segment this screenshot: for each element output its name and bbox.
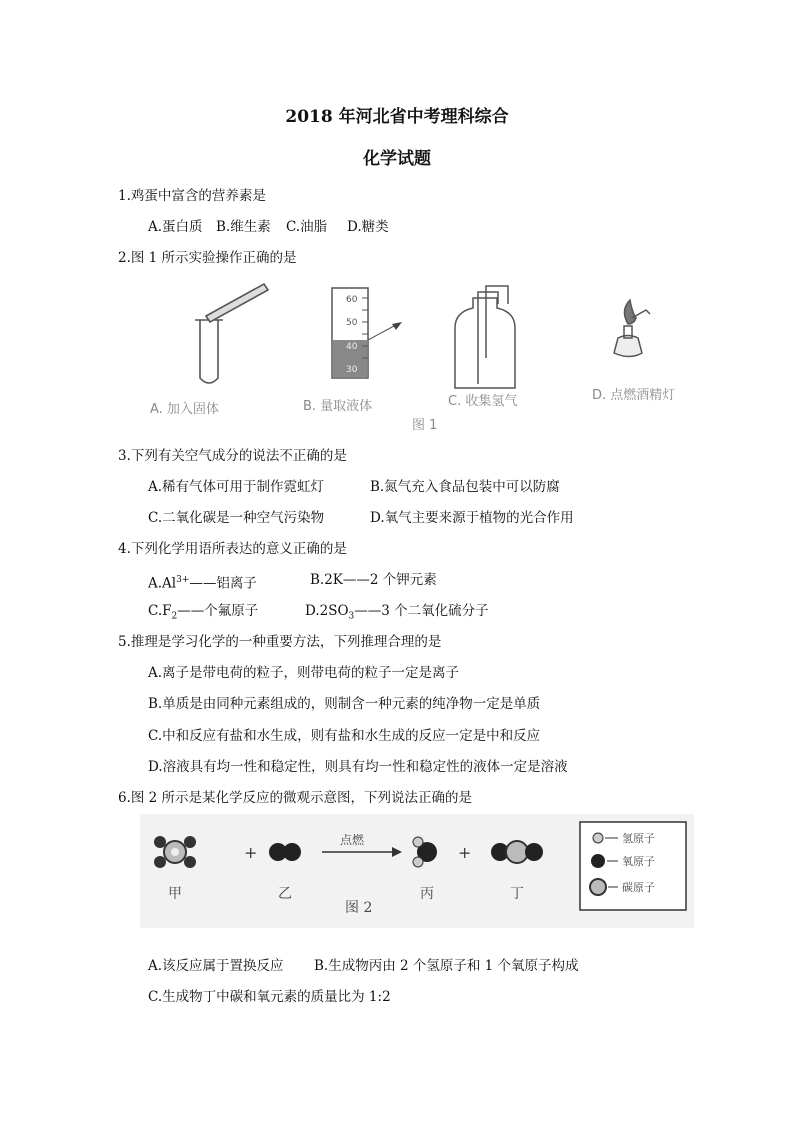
q4-option-b: B.2K——2 个钾元素 — [310, 572, 437, 588]
cylinder-tick-60: 60 — [346, 295, 358, 305]
q1-option-a: A.蛋白质 — [148, 219, 203, 235]
question-6-stem: 6.图 2 所示是某化学反应的微观示意图，下列说法正确的是 — [118, 790, 473, 806]
reaction-condition: 点燃 — [340, 833, 365, 847]
plus-sign-2: + — [458, 843, 472, 862]
page-subtitle: 化学试题 — [363, 149, 431, 169]
question-5-stem: 5.推理是学习化学的一种重要方法，下列推理合理的是 — [118, 634, 442, 650]
question-3-stem: 3.下列有关空气成分的说法不正确的是 — [118, 448, 347, 464]
label-ding: 丁 — [510, 886, 524, 902]
figure-1 — [140, 278, 700, 438]
fig1-label-d: D. 点燃酒精灯 — [592, 388, 676, 403]
eye-icon — [392, 322, 402, 330]
fig2-caption: 图 2 — [345, 900, 373, 916]
fig1-label-a: A. 加入固体 — [150, 402, 219, 417]
cylinder-tick-50: 50 — [346, 318, 358, 328]
q5-option-b: B.单质是由同种元素组成的，则制含一种元素的纯净物一定是单质 — [148, 696, 541, 712]
plus-sign-1: + — [244, 843, 258, 862]
legend-carbon: 碳原子 — [622, 881, 655, 894]
figure-2 — [140, 814, 694, 928]
q3-option-c: C.二氧化碳是一种空气污染物 — [148, 510, 325, 526]
q4-option-d: $D.2SO_3——3$ 个二氧化硫分子 — [305, 603, 489, 622]
q4-option-a: $A.Al^{3+}——$铝离子 — [148, 575, 257, 592]
fig1-caption: 图 1 — [412, 418, 438, 433]
alcohol-lamp-figure — [614, 300, 650, 357]
q1-option-d: D.糖类 — [347, 219, 389, 235]
q4-option-c: $C.F_2——$个氟原子 — [148, 603, 259, 622]
test-tube-figure — [195, 284, 268, 383]
gas-bottle-figure — [455, 286, 515, 388]
question-1-stem: 1.鸡蛋中富含的营养素是 — [118, 188, 266, 204]
question-2-stem: 2.图 1 所示实验操作正确的是 — [118, 250, 297, 266]
page-title: 2018 年河北省中考理科综合 — [285, 107, 509, 127]
q3-option-d: D.氧气主要来源于植物的光合作用 — [370, 510, 574, 526]
q6-option-b: B.生成物丙由 2 个氢原子和 1 个氧原子构成 — [314, 958, 579, 974]
q5-option-a: A.离子是带电荷的粒子，则带电荷的粒子一定是离子 — [148, 665, 460, 681]
fig1-label-c: C. 收集氢气 — [448, 394, 518, 409]
q6-option-c: C.生成物丁中碳和氧元素的质量比为 1:2 — [148, 989, 391, 1005]
q5-option-d: D.溶液具有均一性和稳定性，则具有均一性和稳定性的液体一定是溶液 — [148, 759, 568, 775]
label-yi: 乙 — [278, 886, 292, 902]
label-jia: 甲 — [168, 886, 182, 902]
figure-2-legend — [580, 822, 686, 910]
graduated-cylinder-figure — [332, 288, 402, 378]
legend-oxygen: 氧原子 — [622, 855, 655, 868]
q5-option-c: C.中和反应有盐和水生成，则有盐和水生成的反应一定是中和反应 — [148, 728, 541, 744]
fig1-label-b: B. 量取液体 — [303, 399, 373, 414]
label-bing: 丙 — [420, 886, 434, 902]
cylinder-tick-40: 40 — [346, 342, 358, 352]
legend-hydrogen: 氢原子 — [622, 832, 655, 845]
q1-option-c: C.油脂 — [286, 219, 328, 235]
q1-option-b: B.维生素 — [216, 219, 271, 235]
q3-option-a: A.稀有气体可用于制作霓虹灯 — [148, 479, 325, 495]
cylinder-tick-30: 30 — [346, 365, 358, 375]
question-4-stem: 4.下列化学用语所表达的意义正确的是 — [118, 541, 347, 557]
molecule-ding — [491, 841, 543, 863]
q3-option-b: B.氮气充入食品包装中可以防腐 — [370, 479, 560, 495]
q6-option-a: A.该反应属于置换反应 — [148, 958, 284, 974]
